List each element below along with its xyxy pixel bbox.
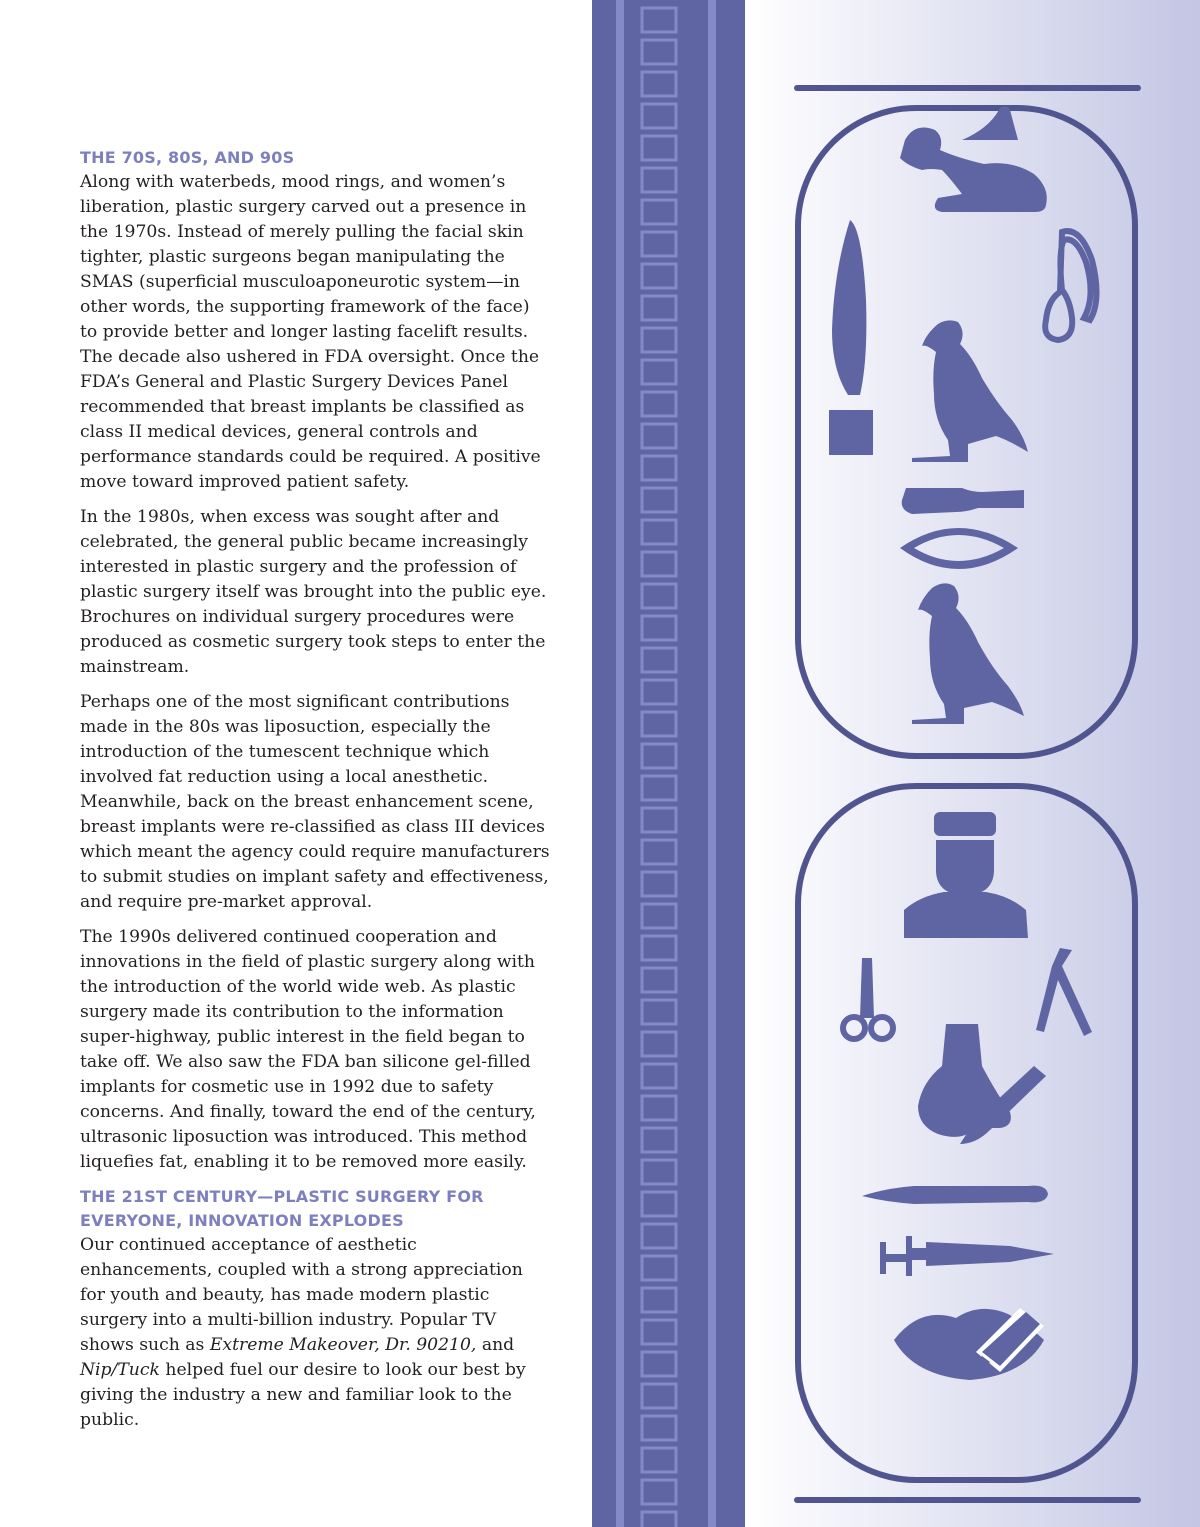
film-strip-cell <box>642 1448 676 1472</box>
film-strip-cell <box>642 1416 676 1440</box>
paragraph-1990s: The 1990s delivered continued cooperation and innovations in the field of plastic surgery along with the introduction of the world wide web. As plastic surgery made its contribution to the information super-highway, public interest in the field began to take off. We also saw the FDA ban silicone gel-filled implants for cosmetic use in 1992 due to safety concerns. And finally, toward the end of the century, ultrasonic liposuction was introduced. This method liquefies fat, enabling it to be removed more easily. <box>80 927 536 1172</box>
paragraph-1980s: In the 1980s, when excess was sought after and celebrated, the general public became increasingly interested in plastic surgery and the profession of plastic surgery itself was brought into the public eye. Brochures on individual surgery procedures were produced as cosmetic surgery took steps to enter the mainstream. <box>80 507 547 677</box>
film-strip-cell <box>642 1032 676 1056</box>
film-strip-cell <box>642 40 676 64</box>
film-strip-cell <box>642 328 676 352</box>
film-strip-cell <box>642 872 676 896</box>
film-strip-cell <box>642 1512 676 1527</box>
film-strip-cell <box>642 712 676 736</box>
film-strip-cell <box>642 1192 676 1216</box>
film-strip-cell <box>642 584 676 608</box>
film-strip-cell <box>642 648 676 672</box>
film-strip-cell <box>642 968 676 992</box>
film-strip-cell <box>642 456 676 480</box>
film-strip-cell <box>642 1288 676 1312</box>
paragraph-liposuction: Perhaps one of the most significant contributions made in the 80s was liposuction, especially the introduction of the tumescent technique which involved fat reduction using a local anesthetic. Meanwhile, back on the breast enhancement scene, breast implants were re-classified as class III devices which meant the agency could require manufacturers to submit studies on implant safety and effectiveness, and require pre-market approval. <box>80 692 550 912</box>
film-strip-cell <box>642 168 676 192</box>
film-strip-cell <box>642 744 676 768</box>
tv-show-titles: Extreme Makeover, Dr. 90210, <box>209 1335 477 1355</box>
section-heading-21st-century: THE 21ST CENTURY—PLASTIC SURGERY FOR EVERYONE, INNOVATION EXPLODES <box>80 1187 484 1230</box>
paragraph-text: Our continued acceptance of aesthetic enhancements, coupled with a strong appreciation for youth and beauty, has made modern plastic surgery into a multi-billion industry. Popular TV shows such as <box>80 1235 523 1355</box>
square-icon <box>829 410 873 455</box>
film-strip-cell <box>642 360 676 384</box>
film-strip-cell <box>642 1352 676 1376</box>
film-strip-cell <box>642 904 676 928</box>
film-strip-cell <box>642 552 676 576</box>
film-strip-cell <box>642 1000 676 1024</box>
film-strip-cell <box>642 392 676 416</box>
film-strip-cell <box>642 1064 676 1088</box>
paragraph-text: helped fuel our desire to look our best by giving the industry a new and familiar look to the public. <box>80 1360 526 1430</box>
film-strip-cell <box>642 424 676 448</box>
film-strip-cells <box>642 8 676 1527</box>
film-strip-cell <box>642 808 676 832</box>
film-strip-border <box>592 0 745 1527</box>
film-strip-cell <box>642 296 676 320</box>
hieroglyph-decoration <box>592 0 1200 1527</box>
film-strip-cell <box>642 1096 676 1120</box>
film-strip-cell <box>642 1224 676 1248</box>
film-strip-cell <box>642 488 676 512</box>
film-strip-cell <box>642 72 676 96</box>
paragraph-1970s: Along with waterbeds, mood rings, and women’s liberation, plastic surgery carved out a presence in the 1970s. Instead of merely pulling the facial skin tighter, plastic surgeons began manipulating the SMAS (superficial musculoaponeurotic system—in other words, the supporting framework of the face) to provide better and longer lasting facelift results. The decade also ushered in FDA oversight. Once the FDA’s General and Plastic Surgery Devices Panel recommended that breast implants be classified as class II medical devices, general controls and performance standards could be required. A positive move toward improved patient safety. <box>80 172 541 492</box>
section-heading-70s-80s-90s: THE 70S, 80S, AND 90S <box>80 148 295 167</box>
film-strip-cell <box>642 200 676 224</box>
gradient-panel <box>745 0 1200 1527</box>
film-strip-cell <box>642 776 676 800</box>
film-strip-cell <box>642 680 676 704</box>
film-strip-cell <box>642 264 676 288</box>
film-strip-cell <box>642 1128 676 1152</box>
film-strip-cell <box>642 1384 676 1408</box>
tv-show-title: Nip/Tuck <box>80 1360 160 1380</box>
film-strip-cell <box>642 8 676 32</box>
film-strip-cell <box>642 1160 676 1184</box>
film-strip-cell <box>642 1320 676 1344</box>
film-strip-cell <box>642 520 676 544</box>
film-strip-cell <box>642 136 676 160</box>
paragraph-text: and <box>476 1335 515 1355</box>
film-strip-cell <box>642 104 676 128</box>
film-strip-cell <box>642 616 676 640</box>
film-strip-cell <box>642 232 676 256</box>
film-strip-cell <box>642 1256 676 1280</box>
paragraph-21st-century <box>80 1233 550 1433</box>
film-strip-cell <box>642 936 676 960</box>
film-strip-cell <box>642 1480 676 1504</box>
article-text <box>80 146 550 1443</box>
film-strip-cell <box>642 840 676 864</box>
